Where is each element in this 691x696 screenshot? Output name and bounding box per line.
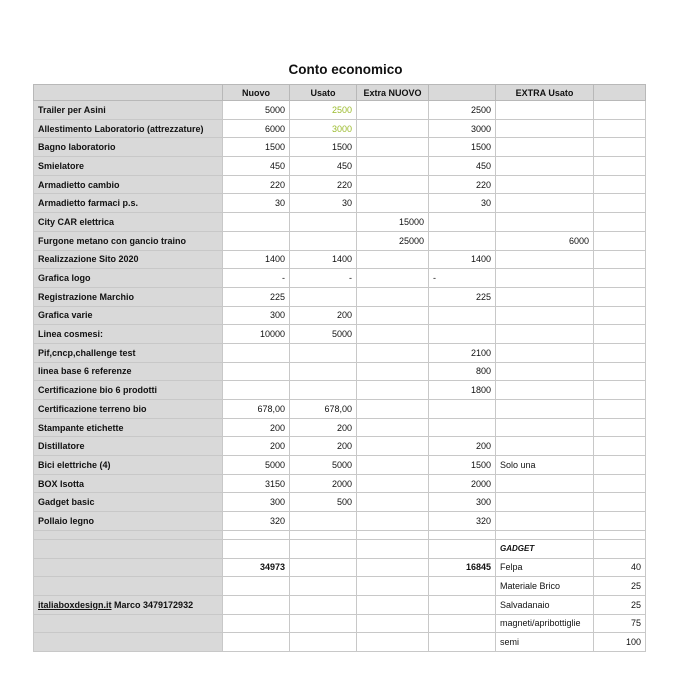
row-label[interactable]: Registrazione Marchio [34,287,223,306]
row-label[interactable] [34,577,223,596]
col-g-cell[interactable] [594,157,646,176]
col-e-cell[interactable]: 300 [429,493,496,512]
gadget-name[interactable]: semi [496,633,594,652]
col-e-cell[interactable] [429,306,496,325]
table-row [34,362,646,381]
usato-cell[interactable] [290,287,357,306]
header-cell[interactable] [594,85,646,101]
row-label[interactable]: Trailer per Asini [34,101,223,120]
col-g-cell[interactable] [594,493,646,512]
table-row [34,343,646,362]
total-nuovo-cell[interactable] [223,595,290,614]
table-row [34,437,646,456]
col-g-cell[interactable] [594,325,646,344]
nuovo-cell[interactable] [223,231,290,250]
row-label[interactable]: City CAR elettrica [34,213,223,232]
usato-cell[interactable]: 30 [290,194,357,213]
usato-cell[interactable] [290,343,357,362]
row-label[interactable]: Grafica logo [34,269,223,288]
extra-usato-cell[interactable]: Solo una [496,456,594,475]
contact-cell[interactable] [34,595,223,614]
extra-nuovo-cell[interactable] [357,343,429,362]
cell[interactable] [594,539,646,558]
cell[interactable] [594,530,646,539]
nuovo-cell[interactable]: 10000 [223,325,290,344]
cell[interactable] [290,577,357,596]
col-g-cell[interactable] [594,250,646,269]
col-g-cell[interactable] [594,456,646,475]
cell[interactable] [290,633,357,652]
nuovo-cell[interactable] [223,381,290,400]
row-label[interactable] [34,614,223,633]
col-g-cell[interactable] [594,362,646,381]
table-row [34,194,646,213]
extra-nuovo-cell[interactable]: 25000 [357,231,429,250]
row-label[interactable] [34,530,223,539]
col-e-cell[interactable] [429,400,496,419]
nuovo-cell[interactable]: 300 [223,306,290,325]
extra-nuovo-cell[interactable] [357,157,429,176]
usato-cell[interactable] [290,213,357,232]
row-label[interactable]: Certificazione terreno bio [34,400,223,419]
extra-usato-cell[interactable] [496,175,594,194]
table-row [34,250,646,269]
col-e-cell[interactable] [429,231,496,250]
row-label[interactable]: Gadget basic [34,493,223,512]
table-row [34,138,646,157]
nuovo-cell[interactable]: 3150 [223,474,290,493]
row-label[interactable]: Distillatore [34,437,223,456]
col-g-cell[interactable] [594,119,646,138]
extra-nuovo-cell[interactable] [357,250,429,269]
extra-nuovo-cell[interactable] [357,101,429,120]
extra-usato-cell[interactable] [496,474,594,493]
extra-usato-cell[interactable] [496,512,594,531]
cell[interactable] [290,530,357,539]
row-label[interactable]: Smielatore [34,157,223,176]
nuovo-cell[interactable]: 200 [223,418,290,437]
header-cell[interactable] [34,85,223,101]
extra-usato-cell[interactable] [496,250,594,269]
extra-usato-cell[interactable] [496,325,594,344]
totals-row [34,558,646,577]
cell[interactable] [496,530,594,539]
extra-nuovo-cell[interactable] [357,362,429,381]
cell[interactable] [357,558,429,577]
website-link[interactable]: italiaboxdesign.it [38,599,112,610]
col-g-cell[interactable] [594,437,646,456]
table-row [34,474,646,493]
conto-economico-table [33,84,646,652]
total-nuovo-cell[interactable]: 34973 [223,558,290,577]
total-e-cell[interactable] [429,577,496,596]
gadget-value[interactable]: 40 [594,558,646,577]
col-e-cell[interactable]: 450 [429,157,496,176]
nuovo-cell[interactable]: 678,00 [223,400,290,419]
table-row [34,213,646,232]
gadget-row [34,577,646,596]
cell[interactable] [429,539,496,558]
col-e-cell[interactable]: 30 [429,194,496,213]
cell[interactable] [357,595,429,614]
extra-nuovo-cell[interactable] [357,512,429,531]
usato-cell[interactable]: 5000 [290,456,357,475]
row-label[interactable]: Armadietto farmaci p.s. [34,194,223,213]
table-row [34,418,646,437]
table-row [34,269,646,288]
extra-nuovo-cell[interactable] [357,269,429,288]
extra-usato-cell[interactable]: 6000 [496,231,594,250]
extra-nuovo-cell[interactable] [357,306,429,325]
col-e-cell[interactable] [429,418,496,437]
usato-cell[interactable]: 2000 [290,474,357,493]
extra-nuovo-cell[interactable] [357,437,429,456]
nuovo-cell[interactable]: 320 [223,512,290,531]
contact-text: Marco 3479172932 [111,599,194,610]
gadget-header-row [34,539,646,558]
gadget-name[interactable]: magneti/apribottiglie [496,614,594,633]
row-label[interactable]: Furgone metano con gancio traino [34,231,223,250]
total-nuovo-cell[interactable] [223,577,290,596]
cell[interactable] [357,539,429,558]
row-label[interactable]: Stampante etichette [34,418,223,437]
col-g-cell[interactable] [594,213,646,232]
extra-nuovo-cell[interactable] [357,400,429,419]
col-g-cell[interactable] [594,175,646,194]
cell[interactable] [290,539,357,558]
col-e-cell[interactable]: 320 [429,512,496,531]
extra-usato-cell[interactable] [496,287,594,306]
nuovo-cell[interactable]: 1400 [223,250,290,269]
gadget-value[interactable]: 25 [594,595,646,614]
col-g-cell[interactable] [594,194,646,213]
cell[interactable] [223,539,290,558]
sheet-title: Conto economico [288,62,403,77]
col-e-cell[interactable]: 225 [429,287,496,306]
usato-cell[interactable]: 220 [290,175,357,194]
col-e-cell[interactable] [429,213,496,232]
extra-usato-cell[interactable] [496,362,594,381]
table-row [34,493,646,512]
extra-usato-cell[interactable] [496,269,594,288]
total-e-cell[interactable] [429,633,496,652]
header-cell[interactable]: Nuovo [223,85,290,101]
extra-usato-cell[interactable] [496,493,594,512]
col-g-cell[interactable] [594,138,646,157]
total-e-cell[interactable] [429,595,496,614]
total-nuovo-cell[interactable] [223,633,290,652]
gadget-header[interactable]: GADGET [496,539,594,558]
row-label[interactable]: Allestimento Laboratorio (attrezzature) [34,119,223,138]
table-row [34,231,646,250]
extra-nuovo-cell[interactable] [357,138,429,157]
col-g-cell[interactable] [594,381,646,400]
total-nuovo-cell[interactable] [223,614,290,633]
row-label[interactable]: linea base 6 referenze [34,362,223,381]
col-e-cell[interactable]: 2000 [429,474,496,493]
col-g-cell[interactable] [594,474,646,493]
extra-usato-cell[interactable] [496,437,594,456]
cell[interactable] [357,614,429,633]
nuovo-cell[interactable]: 450 [223,157,290,176]
total-e-cell[interactable] [429,614,496,633]
extra-usato-cell[interactable] [496,101,594,120]
extra-usato-cell[interactable] [496,138,594,157]
usato-cell[interactable]: 200 [290,306,357,325]
row-label[interactable]: Pollaio legno [34,512,223,531]
table-row [34,400,646,419]
usato-cell[interactable]: 500 [290,493,357,512]
row-label[interactable]: Realizzazione Sito 2020 [34,250,223,269]
usato-cell[interactable]: 200 [290,418,357,437]
gadget-name[interactable]: Materiale Brico [496,577,594,596]
total-e-cell[interactable]: 16845 [429,558,496,577]
col-g-cell[interactable] [594,287,646,306]
table-row [34,381,646,400]
extra-usato-cell[interactable] [496,194,594,213]
cell[interactable] [357,633,429,652]
extra-nuovo-cell[interactable] [357,175,429,194]
extra-usato-cell[interactable] [496,418,594,437]
nuovo-cell[interactable]: 6000 [223,119,290,138]
cell[interactable] [357,577,429,596]
header-row [34,85,646,101]
gadget-row [34,614,646,633]
col-e-cell[interactable]: 2500 [429,101,496,120]
usato-cell[interactable]: 450 [290,157,357,176]
header-cell[interactable]: Extra NUOVO [357,85,429,101]
cell[interactable] [290,595,357,614]
extra-nuovo-cell[interactable] [357,194,429,213]
extra-nuovo-cell[interactable] [357,381,429,400]
extra-usato-cell[interactable] [496,400,594,419]
nuovo-cell[interactable]: 300 [223,493,290,512]
row-label[interactable] [34,539,223,558]
gadget-value[interactable]: 25 [594,577,646,596]
extra-nuovo-cell[interactable] [357,474,429,493]
nuovo-cell[interactable]: 5000 [223,456,290,475]
extra-nuovo-cell[interactable] [357,325,429,344]
cell[interactable] [357,530,429,539]
table-row [34,157,646,176]
table-row [34,287,646,306]
header-cell[interactable]: EXTRA Usato [496,85,594,101]
col-g-cell[interactable] [594,269,646,288]
col-e-cell[interactable]: 1500 [429,138,496,157]
col-e-cell[interactable] [429,325,496,344]
col-e-cell[interactable]: 3000 [429,119,496,138]
col-e-cell[interactable]: 220 [429,175,496,194]
col-g-cell[interactable] [594,306,646,325]
table-row [34,325,646,344]
extra-nuovo-cell[interactable] [357,119,429,138]
table-row [34,119,646,138]
extra-nuovo-cell[interactable]: 15000 [357,213,429,232]
gadget-row [34,633,646,652]
col-e-cell[interactable]: - [429,269,496,288]
col-g-cell[interactable] [594,343,646,362]
row-label[interactable]: Armadietto cambio [34,175,223,194]
col-g-cell[interactable] [594,418,646,437]
gadget-name[interactable]: Salvadanaio [496,595,594,614]
nuovo-cell[interactable]: 30 [223,194,290,213]
nuovo-cell[interactable]: - [223,269,290,288]
row-label[interactable]: Certificazione bio 6 prodotti [34,381,223,400]
usato-cell[interactable]: 3000 [290,119,357,138]
usato-cell[interactable]: - [290,269,357,288]
col-g-cell[interactable] [594,231,646,250]
nuovo-cell[interactable]: 225 [223,287,290,306]
usato-cell[interactable]: 2500 [290,101,357,120]
extra-nuovo-cell[interactable] [357,493,429,512]
gadget-name[interactable]: Felpa [496,558,594,577]
nuovo-cell[interactable]: 200 [223,437,290,456]
col-e-cell[interactable]: 2100 [429,343,496,362]
extra-usato-cell[interactable] [496,306,594,325]
cell[interactable] [429,530,496,539]
cell[interactable] [290,558,357,577]
table-row [34,512,646,531]
col-e-cell[interactable]: 200 [429,437,496,456]
cell[interactable] [223,530,290,539]
col-e-cell[interactable]: 1500 [429,456,496,475]
col-g-cell[interactable] [594,400,646,419]
extra-usato-cell[interactable] [496,157,594,176]
gadget-value[interactable]: 100 [594,633,646,652]
extra-usato-cell[interactable] [496,213,594,232]
extra-usato-cell[interactable] [496,119,594,138]
col-e-cell[interactable]: 800 [429,362,496,381]
row-label[interactable]: Pif,cncp,challenge test [34,343,223,362]
row-label[interactable]: Grafica varie [34,306,223,325]
table-row [34,456,646,475]
usato-cell[interactable]: 1400 [290,250,357,269]
row-label[interactable]: Linea cosmesi: [34,325,223,344]
nuovo-cell[interactable]: 1500 [223,138,290,157]
gadget-row [34,595,646,614]
table-row [34,175,646,194]
usato-cell[interactable] [290,231,357,250]
gadget-value[interactable]: 75 [594,614,646,633]
nuovo-cell[interactable]: 5000 [223,101,290,120]
header-cell[interactable]: Usato [290,85,357,101]
extra-usato-cell[interactable] [496,381,594,400]
row-label[interactable]: Bagno laboratorio [34,138,223,157]
col-g-cell[interactable] [594,101,646,120]
col-e-cell[interactable]: 1400 [429,250,496,269]
nuovo-cell[interactable] [223,362,290,381]
row-label[interactable] [34,633,223,652]
extra-nuovo-cell[interactable] [357,287,429,306]
nuovo-cell[interactable] [223,343,290,362]
row-label[interactable]: BOX Isotta [34,474,223,493]
table-row [34,306,646,325]
cell[interactable] [290,614,357,633]
usato-cell[interactable] [290,512,357,531]
col-g-cell[interactable] [594,512,646,531]
nuovo-cell[interactable]: 220 [223,175,290,194]
spacer-row [34,530,646,539]
col-e-cell[interactable]: 1800 [429,381,496,400]
extra-nuovo-cell[interactable] [357,418,429,437]
extra-nuovo-cell[interactable] [357,456,429,475]
table-row [34,101,646,120]
usato-cell[interactable] [290,381,357,400]
extra-usato-cell[interactable] [496,343,594,362]
row-label[interactable]: Bici elettriche (4) [34,456,223,475]
usato-cell[interactable]: 5000 [290,325,357,344]
row-label[interactable] [34,558,223,577]
header-cell[interactable] [429,85,496,101]
usato-cell[interactable]: 1500 [290,138,357,157]
nuovo-cell[interactable] [223,213,290,232]
usato-cell[interactable]: 200 [290,437,357,456]
usato-cell[interactable]: 678,00 [290,400,357,419]
usato-cell[interactable] [290,362,357,381]
